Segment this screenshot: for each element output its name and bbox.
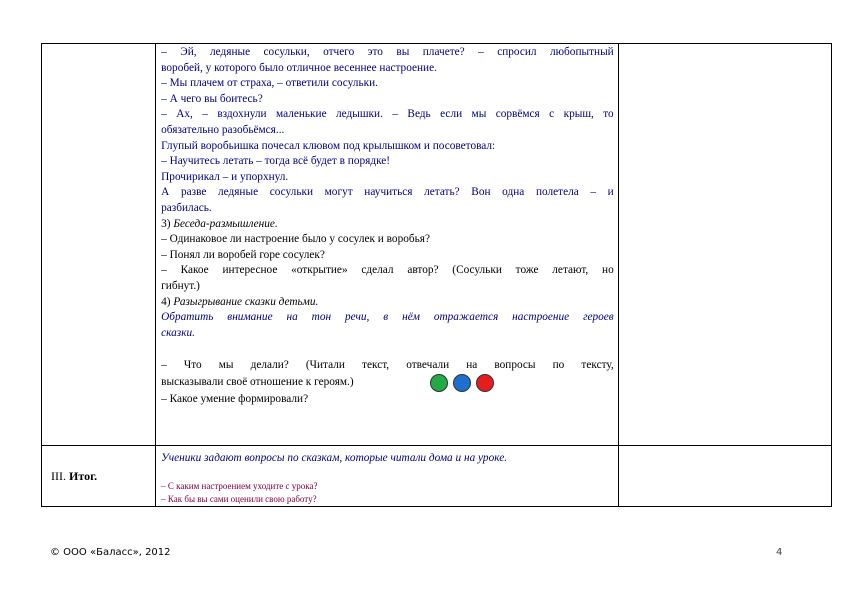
instruction-line: сказки.	[161, 326, 195, 339]
green-circle-icon	[430, 374, 448, 392]
notes-cell-empty	[618, 446, 831, 507]
lesson-plan-table	[41, 43, 832, 507]
story-line: – Мы плачем от страха, – ответили сосульки.	[161, 77, 378, 90]
section-3-number: 3)	[161, 217, 174, 230]
story-line: Прочирикал – и упорхнул.	[161, 170, 289, 183]
summary-task: Ученики задают вопросы по сказкам, которые читали дома и на уроке.	[161, 452, 508, 464]
question-line: – Одинаковое ли настроение было у сосулек и воробья?	[161, 233, 430, 246]
story-line: воробей, у которого было отличное весеннее настроение.	[161, 61, 437, 74]
notes-cell-empty	[618, 44, 831, 446]
question-line: – Понял ли воробей горе сосулек?	[161, 248, 325, 261]
table-row	[42, 44, 832, 446]
stage-cell-empty	[42, 44, 156, 446]
story-line: – Эй, ледяные сосульки, отчего это вы плачете? – спросил любопытный	[161, 46, 614, 58]
table-row	[42, 446, 832, 507]
stage-name: Итог.	[69, 468, 98, 483]
reflection-line: – Какое умение формировали?	[161, 392, 309, 405]
reflection-row	[161, 374, 614, 392]
summary-question: – Как бы вы сами оценили свою работу?	[161, 494, 317, 504]
story-line: – А чего вы боитесь?	[161, 92, 263, 105]
copyright-footer: © ООО «Баласс», 2012	[50, 547, 171, 558]
story-line: разбилась.	[161, 201, 212, 214]
reflection-line: высказывали своё отношение к героям.)	[161, 376, 354, 389]
story-line: Глупый воробьишка почесал клювом под крылышком и посоветовал:	[161, 139, 496, 152]
page-number: 4	[776, 547, 783, 558]
story-line: – Ах, – вздохнули маленькие ледышки. – Ведь если мы сорвёмся с крыш, то	[161, 108, 614, 121]
section-4-title: Разыгрывание сказки детьми.	[173, 295, 319, 308]
question-line: гибнут.)	[161, 279, 200, 292]
story-line: обязательно разобьёмся...	[161, 123, 285, 136]
stage-number: III.	[51, 468, 66, 483]
section-4-heading	[161, 295, 614, 311]
red-circle-icon	[476, 374, 494, 392]
section-3-heading	[161, 217, 614, 233]
section-4-number: 4)	[161, 295, 174, 308]
reflection-line: – Что мы делали? (Читали текст, отвечали на вопросы по тексту,	[161, 359, 614, 372]
story-line: А разве ледяные сосульки могут научиться летать? Вон одна полетела – и	[161, 186, 614, 199]
lesson-content-cell	[156, 44, 619, 446]
story-line: – Научитесь летать – тогда всё будет в порядке!	[161, 155, 391, 168]
instruction-line: Обратить внимание на тон речи, в нём отражается настроение героев	[161, 311, 614, 324]
summary-content-cell	[156, 446, 619, 507]
question-line: – Какое интересное «открытие» сделал автор? (Сосульки тоже летают, но	[161, 264, 614, 277]
summary-question: – С каким настроением уходите с урока?	[161, 481, 318, 491]
blue-circle-icon	[453, 374, 471, 392]
section-3-title: Беседа-размышление.	[173, 217, 278, 230]
mood-dots	[430, 374, 494, 392]
stage-cell	[42, 446, 156, 507]
